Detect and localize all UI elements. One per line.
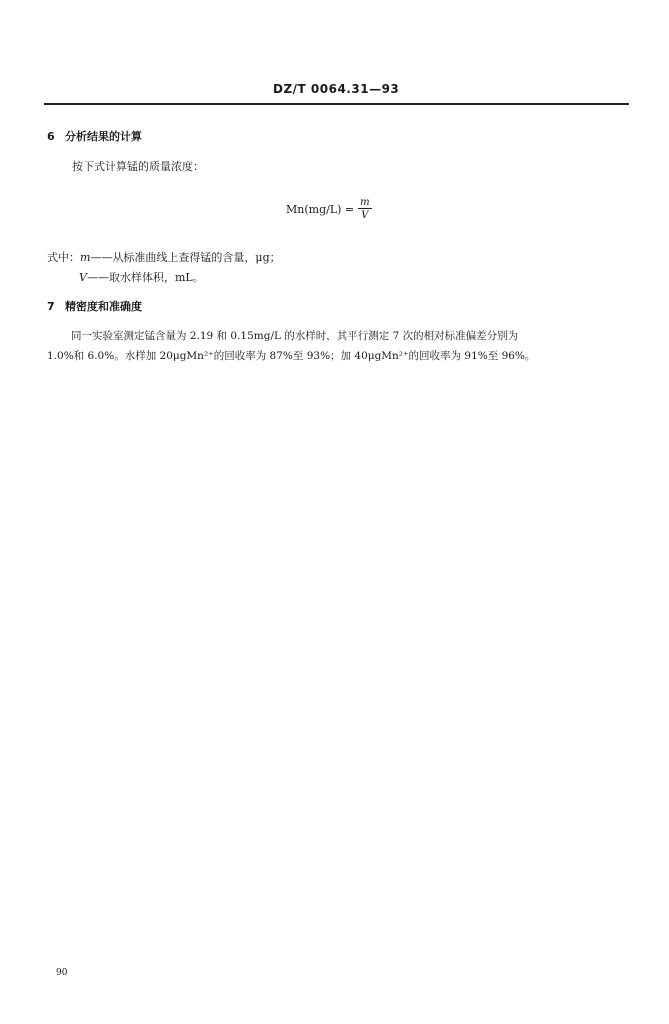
section-6-number: 6: [47, 130, 55, 143]
formula-denominator: V: [361, 210, 369, 221]
section-6-intro: 按下式计算锰的质量浓度：: [72, 160, 204, 173]
section-6-title-text: 分析结果的计算: [65, 130, 142, 143]
formula-numerator: m: [360, 197, 370, 208]
document-header-code: DZ/T 0064.31—93: [273, 82, 400, 96]
section-6-title: [47, 128, 142, 144]
formula-lhs: Mn(mg/L) =: [286, 202, 355, 216]
section-7-line-1: 同一实验室测定锰含量为 2.19 和 0.15mg/L 的水样时，其平行测定 7 次的相对标准偏差分别为: [71, 330, 519, 342]
where-line-v: [79, 268, 204, 288]
section-7-number: 7: [47, 300, 55, 313]
page-number: 90: [56, 968, 68, 978]
where-line-m: [47, 248, 281, 268]
where-symbol-m: m: [80, 251, 91, 264]
where-prefix: 式中：: [47, 251, 80, 264]
where-desc-v: ——取水样体积，mL。: [86, 271, 204, 284]
section-7-line-2: 1.0%和 6.0%。水样加 20μgMn²⁺的回收率为 87%至 93%；加 40μgMn²⁺的回收率为 91%至 96%。: [47, 350, 536, 362]
where-symbol-v: V: [79, 271, 87, 284]
formula: [286, 197, 372, 221]
where-desc-m: ——从标准曲线上查得锰的含量，μg；: [90, 251, 281, 264]
formula-fraction: [358, 197, 371, 221]
section-7-title-text: 精密度和准确度: [65, 300, 142, 313]
section-7-title: [47, 298, 142, 314]
header-rule: [44, 103, 629, 105]
